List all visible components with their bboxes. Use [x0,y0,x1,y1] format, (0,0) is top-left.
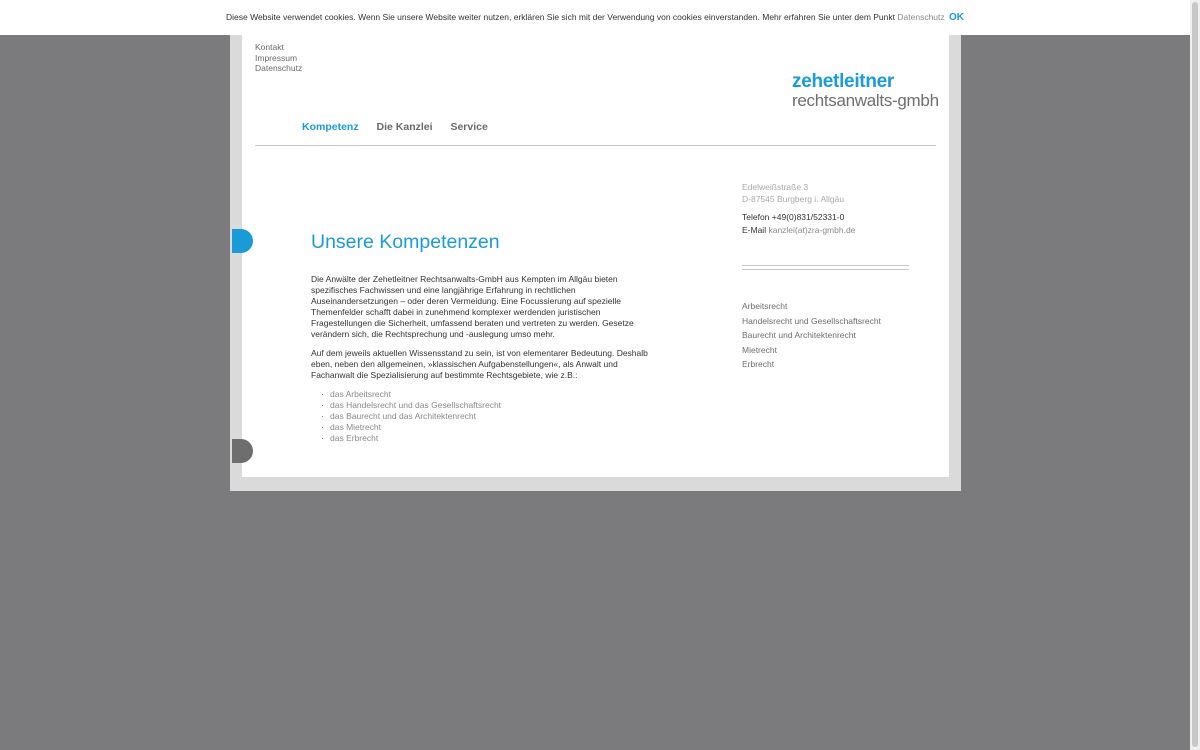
address-city: D-87545 Burgberg i. Allgäu [742,194,845,204]
sidebar-item-mietrecht[interactable]: Mietrecht [742,344,777,355]
page-content [242,0,949,477]
list-item[interactable]: · das Mietrecht [321,422,661,433]
nav-item-die-kanzlei[interactable]: Die Kanzlei [376,121,433,133]
main-navigation [302,121,503,133]
sidebar-divider [742,265,909,266]
logo-line2: rechtsanwalts-gmbh [792,91,939,110]
nav-item-kompetenz[interactable]: Kompetenz [302,121,359,133]
sidebar-item-baurecht[interactable]: Baurecht und Architektenrecht [742,330,856,341]
sidebar-item-arbeitsrecht[interactable]: Arbeitsrecht [742,301,788,311]
list-item[interactable]: · das Arbeitsrecht [321,389,661,400]
logo[interactable] [792,72,939,110]
sidebar-item-handelsrecht[interactable]: Handelsrecht und Gesellschaftsrecht [742,315,881,326]
meta-navigation [255,42,302,74]
logo-line1: zehetleitner [792,71,894,92]
address-street: Edelweißstraße 3 [742,182,809,192]
sidebar-item-erbrecht[interactable]: Erbrecht [742,359,775,370]
meta-nav-kontakt[interactable]: Kontakt [255,42,284,52]
list-item[interactable]: · das Handelsrecht und das Gesellschaftsrecht [321,400,661,411]
scrollbar-thumb[interactable] [1192,2,1198,747]
competence-list [321,389,661,444]
cookie-privacy-link[interactable]: Datenschutz [897,12,945,22]
cookie-banner [0,0,1190,35]
cookie-ok-button[interactable]: OK [949,12,965,23]
sidebar-navigation [742,299,881,372]
page-title: Unsere Kompetenzen [311,231,500,253]
nav-item-service[interactable]: Service [450,121,488,133]
main-content [311,230,661,444]
cookie-text: Diese Website verwendet cookies. Wenn Sie unsere Website weiter nutzen, erklären Sie sich mit der Verwendung von cookies einverstanden. Mehr erfahren Sie unter dem Punkt [225,12,896,22]
intro-paragraph: Die Anwälte der Zehetleitner Rechtsanwalts-GmbH aus Kempten im Allgäu bieten spezifisches Fachwissen und eine langjährige Erfahrung in rechtlichen Auseinandersetzungen – oder deren Vermeidung. Eine Focussierung auf spezielle Themenfelder schafft dabei in zunehmend komplexer werdenden juristischen Fragestellungen die Sicherheit, umfassend beraten und vertreten zu werden. Gesetze verändern sich, die Rechtsprechung und -auslegung umso mehr. [311,274,634,339]
contact-block [742,211,855,237]
second-paragraph: Auf dem jeweils aktuellen Wissensstand zu sein, ist von elementarer Bedeutung. Deshalb eben, neben den allgemeinen, »klassischen Aufgabenstellungen«, als Anwalt und Fachanwalt die Spezialisierung auf bestimmte Rechtsgebiete, wie z.B.: [311,348,648,380]
list-item[interactable]: · das Baurecht und das Architektenrecht [321,411,661,422]
contact-email-link[interactable]: kanzlei(at)zra-gmbh.de [768,225,856,235]
contact-phone: Telefon +49(0)831/52331-0 [742,212,845,222]
nav-divider [255,145,936,146]
meta-nav-datenschutz[interactable]: Datenschutz [255,63,303,73]
sidebar-divider [742,269,909,270]
contact-email-label: E-Mail [742,225,767,235]
meta-nav-impressum[interactable]: Impressum [255,52,298,63]
list-item[interactable]: · das Erbrecht [321,433,661,444]
address-block [742,181,844,205]
